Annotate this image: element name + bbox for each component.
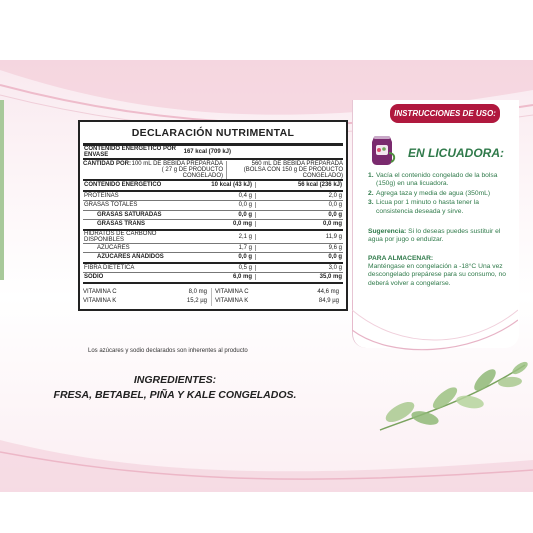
nutrient-row: GRASAS TRANS 0,0 mg 0,0 mg [83, 220, 343, 231]
nutrient-row: FIBRA DIETÉTICA 0,5 g 3,0 g [83, 264, 343, 274]
panel-curve-decoration [352, 300, 518, 360]
suggestion-text: Si lo deseas puedes sustituir el agua por jugo o endulzar. [368, 228, 501, 244]
instructions-header: INSTRUCCIONES DE USO: [390, 104, 500, 123]
instruction-step: 2. Agrega taza y media de agua (350mL) [368, 189, 491, 197]
vitamin-row: VITAMINA K 15,2 µg [83, 297, 207, 304]
frozen-bag-icon [365, 133, 399, 167]
vitamins-per-100ml [83, 288, 211, 306]
storage-text: Manténgase en congelación a -18°C Una vez descongelado prepárese para su consumo, no deberá volver a congelarse. [368, 263, 506, 287]
nutrient-row: AZÚCARES 1,7 g 9,6 g [83, 244, 343, 254]
vitamins-per-560ml [211, 288, 343, 306]
vitamin-row: VITAMINA C 44,6 mg [215, 288, 339, 295]
nutrient-row: GRASAS TOTALES 0,0 g 0,0 g [83, 201, 343, 211]
ingredients-title: INGREDIENTES: [133, 374, 217, 386]
nutrient-row: AZÚCARES AÑADIDOS 0,0 g 0,0 g [83, 253, 343, 264]
instruction-steps [368, 172, 514, 217]
nutrient-row: SODIO 6,0 mg 35,0 mg [83, 273, 343, 284]
vitamin-row: VITAMINA C 8,0 mg [83, 288, 207, 295]
ingredients-text: FRESA, BETABEL, PIÑA Y KALE CONGELADOS. [53, 389, 297, 401]
energy-per-package-row: CONTENIDO ENERGÉTICO POR ENVASE 167 kcal (709 kJ) [83, 146, 343, 160]
nutrition-title: DECLARACIÓN NUTRIMENTAL [83, 124, 343, 146]
nutrient-row: CONTENIDO ENERGÉTICO 10 kcal (43 kJ) 56 kcal (236 kJ) [83, 181, 343, 192]
nutrient-row: GRASAS SATURADAS 0,0 g 0,0 g [83, 211, 343, 221]
instruction-step: 3. Licua por 1 minuto o hasta tener la consistencia deseada y sirve. [368, 199, 479, 215]
nutrient-row: HIDRATOS DE CARBONO DISPONIBLES 2,1 g 11,9 g [84, 230, 342, 243]
nutrient-row: PROTEÍNAS 0,4 g 2,0 g [83, 192, 343, 202]
green-edge-stripe [0, 100, 4, 280]
method-title: EN LICUADORA: [408, 146, 504, 160]
serving-basis-row: CANTIDAD POR: 100 mL DE BEBIDA PREPARADA ( 27 g DE PRODUCTO CONGELADO) 560 mL DE BEBIDA PREPARADA (BOLSA CON 150 g DE PRODUCTO CONGELADO) [83, 161, 343, 179]
nutrition-table [78, 120, 348, 311]
leaf-branch-icon [370, 360, 530, 440]
instruction-step: 1. Vacía el contenido congelado de la bolsa (150g) en una licuadora. [368, 172, 498, 188]
storage-title: PARA ALMACENAR: [368, 255, 434, 262]
suggestion-label: Sugerencia: [368, 228, 407, 235]
sugar-sodium-note: Los azúcares y sodio declarados son inherentes al producto [88, 348, 248, 354]
storage-section [368, 255, 516, 288]
vitamin-row: VITAMINA K 84,9 µg [215, 297, 339, 304]
suggestion [368, 228, 514, 245]
vitamins-section [83, 284, 343, 306]
